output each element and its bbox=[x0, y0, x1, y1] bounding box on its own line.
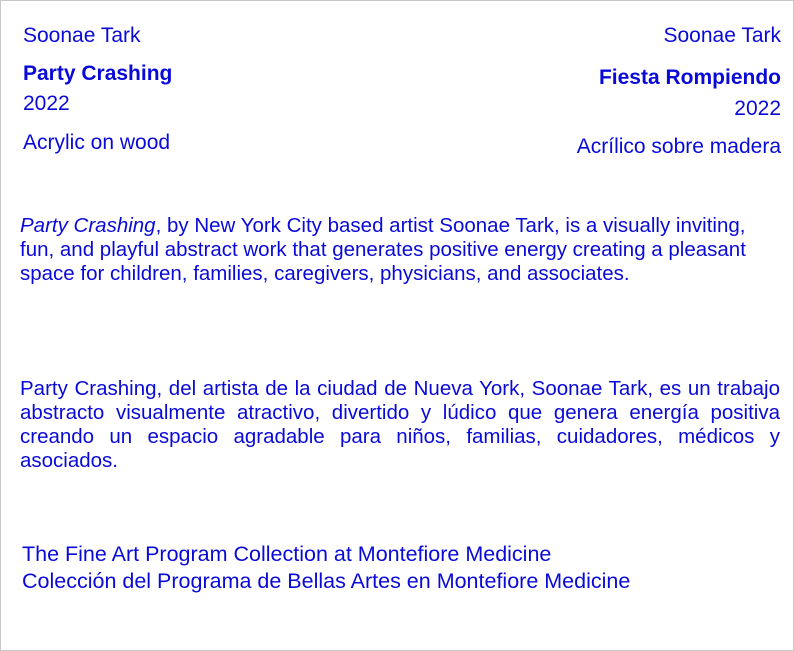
artist-name-es: Soonae Tark bbox=[663, 24, 781, 47]
label-english bbox=[23, 23, 172, 156]
artwork-year-es: 2022 bbox=[734, 97, 781, 120]
description-title-italic: Party Crashing bbox=[20, 214, 156, 237]
collection-footer bbox=[22, 541, 630, 595]
artist-name-en: Soonae Tark bbox=[23, 24, 141, 47]
description-spanish: Party Crashing, del artista de la ciudad de Nueva York, Soonae Tark, es un trabajo abstracto visualmente atractivo, divertido y lúdico que genera energía positiva creando un espacio agradable para niños, familias, cuidadores, médicos y asociados. bbox=[20, 377, 780, 472]
artwork-medium-en: Acrylic on wood bbox=[23, 131, 171, 154]
artwork-title-en: Party Crashing bbox=[23, 62, 173, 85]
description-text-en: , by New York City based artist Soonae Tark, is a visually inviting, fun, and playful abstract work that generates positive energy creating a pleasant space for children, families, caregivers, physicians, and associates. bbox=[20, 214, 746, 285]
artwork-title-es: Fiesta Rompiendo bbox=[598, 66, 781, 89]
artwork-medium-es: Acrílico sobre madera bbox=[576, 135, 781, 158]
artwork-year-en: 2022 bbox=[23, 92, 70, 115]
description-english bbox=[20, 214, 780, 286]
collection-line-en: The Fine Art Program Collection at Montefiore Medicine bbox=[22, 542, 552, 566]
collection-line-es: Colección del Programa de Bellas Artes en Montefiore Medicine bbox=[22, 569, 631, 593]
label-spanish bbox=[577, 23, 781, 160]
